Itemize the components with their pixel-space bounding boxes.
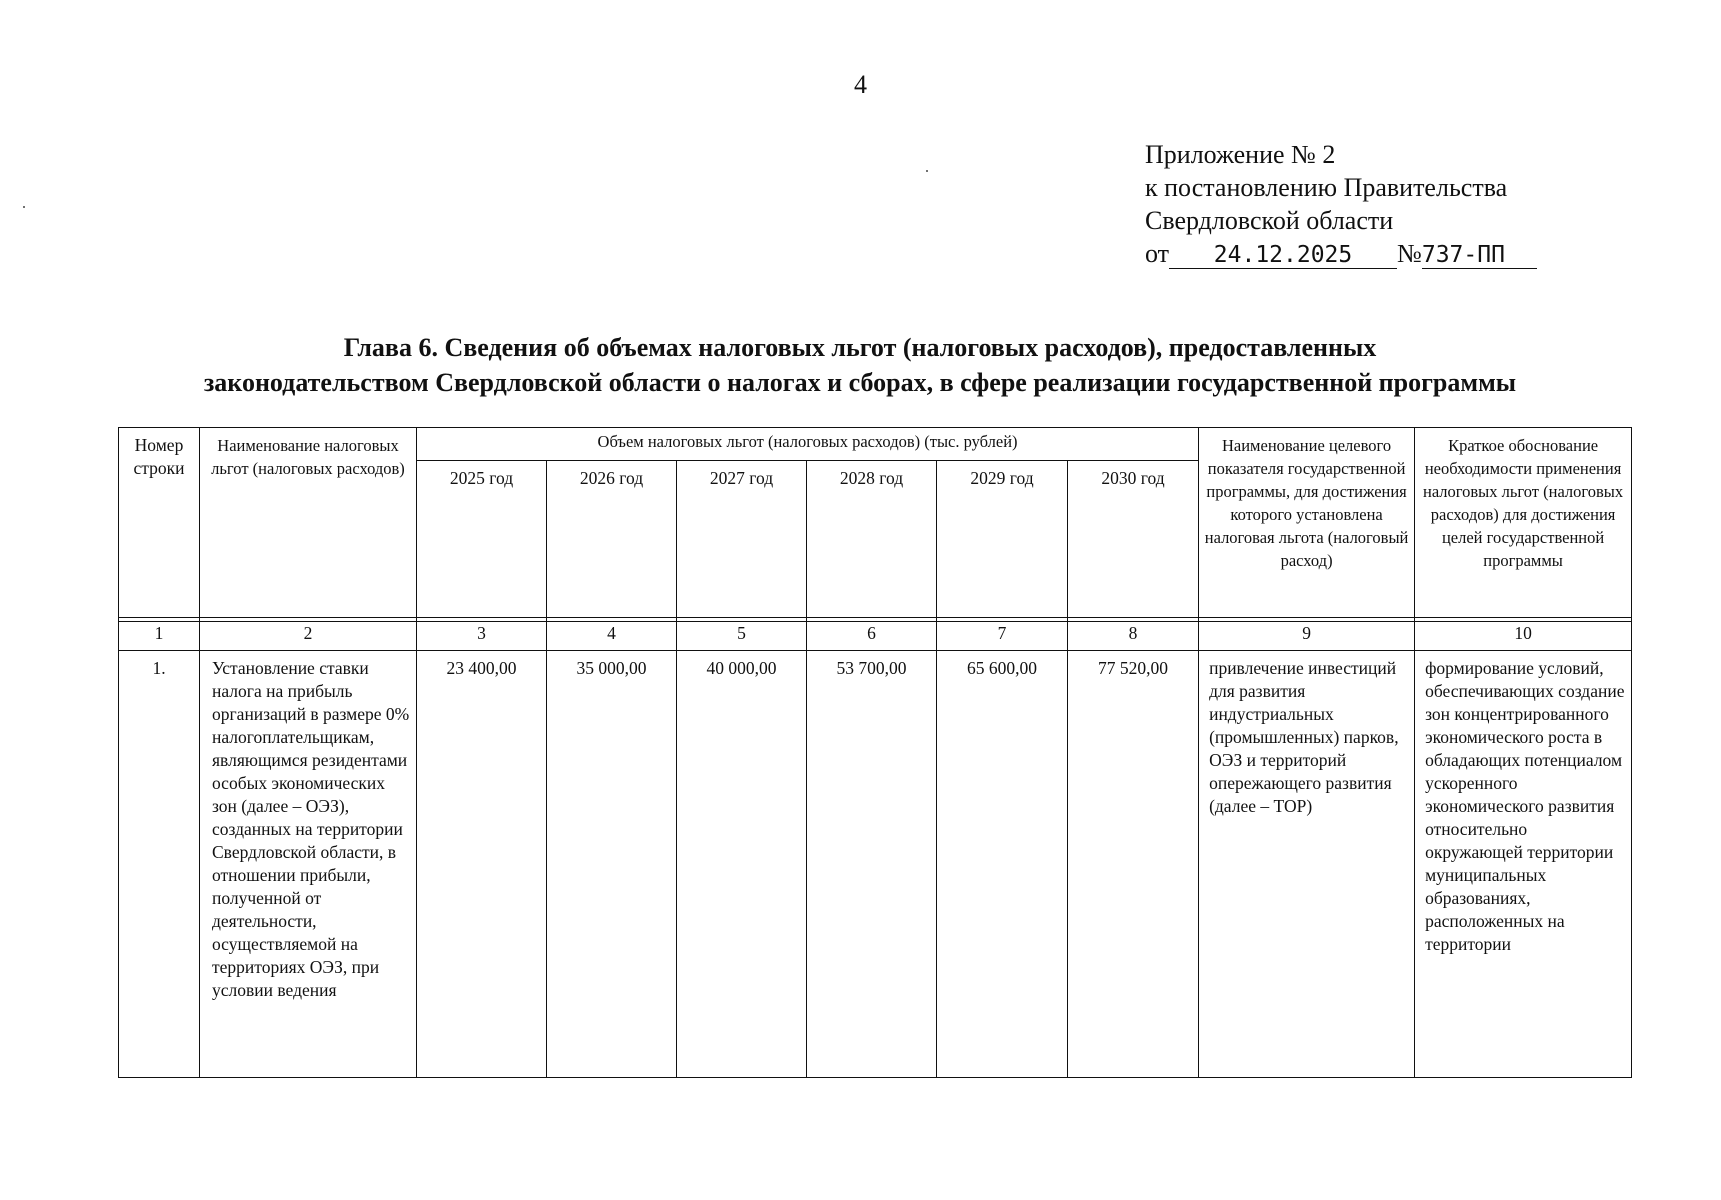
value-2027: 40 000,00	[677, 651, 807, 1078]
value-2030: 77 520,00	[1068, 651, 1199, 1078]
date-prefix: от	[1145, 239, 1170, 268]
table-row	[119, 651, 1632, 1078]
appendix-line-1: Приложение № 2	[1145, 140, 1336, 169]
chapter-title-line-1: Глава 6. Сведения об объемах налоговых льгот (налоговых расходов), предоставленных	[343, 333, 1377, 362]
column-number: 5	[677, 622, 807, 651]
appendix-block	[1145, 138, 1565, 270]
header-benefit-name: Наименование налоговых льгот (налоговых расходов)	[200, 428, 417, 618]
column-number: 2	[200, 622, 417, 651]
resolution-date: 24.12.2025	[1169, 242, 1397, 269]
column-number: 9	[1199, 622, 1415, 651]
header-year-2029: 2029 год	[937, 461, 1068, 618]
column-number: 4	[547, 622, 677, 651]
appendix-line-2: к постановлению Правительства	[1145, 173, 1508, 202]
header-volume-group: Объем налоговых льгот (налоговых расходов) (тыс. рублей)	[417, 428, 1199, 461]
column-number: 10	[1415, 622, 1632, 651]
value-2029: 65 600,00	[937, 651, 1068, 1078]
header-year-2028: 2028 год	[807, 461, 937, 618]
tax-benefits-table	[118, 427, 1632, 1078]
appendix-date-line	[1145, 237, 1565, 270]
header-year-2027: 2027 год	[677, 461, 807, 618]
column-number-row	[119, 622, 1632, 651]
header-target-indicator: Наименование целевого показателя государственной программы, для достижения которого установлена налоговая льгота (налоговый расход)	[1199, 428, 1415, 618]
page-number: 4	[854, 70, 867, 99]
value-2028: 53 700,00	[807, 651, 937, 1078]
header-justification: Краткое обоснование необходимости применения налоговых льгот (налоговых расходов) для достижения целей государственной программы	[1415, 428, 1632, 618]
column-number: 3	[417, 622, 547, 651]
value-2025: 23 400,00	[417, 651, 547, 1078]
header-year-2025: 2025 год	[417, 461, 547, 618]
scan-dot	[23, 206, 25, 208]
benefit-name: Установление ставки налога на прибыль организаций в размере 0% налогоплательщикам, являющимся резидентами особых экономических зон (далее – ОЭЗ), созданных на территории Свердловской области, в отношении прибыли, полученной от деятельности, осуществляемой на территориях ОЭЗ, при условии ведения	[200, 651, 417, 1078]
target-indicator: привлечение инвестиций для развития индустриальных (промышленных) парков, ОЭЗ и территорий опережающего развития (далее – ТОР)	[1199, 651, 1415, 1078]
number-prefix: №	[1397, 239, 1422, 268]
column-number: 8	[1068, 622, 1199, 651]
column-number: 6	[807, 622, 937, 651]
column-number: 7	[937, 622, 1068, 651]
chapter-title-line-2: законодательством Свердловской области о налогах и сборах, в сфере реализации государственной программы	[203, 368, 1517, 397]
header-row-number: Номер строки	[119, 428, 200, 618]
header-row-1	[119, 428, 1632, 461]
justification: формирование условий, обеспечивающих создание зон концентрированного экономического роста в обладающих потенциалом ускоренного экономического развития относительно окружающей территории муниципальных образованиях, расположенных на территории	[1415, 651, 1632, 1078]
column-number: 1	[119, 622, 200, 651]
header-year-2026: 2026 год	[547, 461, 677, 618]
row-number: 1.	[119, 651, 200, 1078]
resolution-number: 737-ПП	[1422, 242, 1537, 269]
value-2026: 35 000,00	[547, 651, 677, 1078]
appendix-line-3: Свердловской области	[1145, 206, 1394, 235]
chapter-title	[110, 330, 1610, 400]
header-year-2030: 2030 год	[1068, 461, 1199, 618]
scan-dot	[926, 170, 928, 172]
